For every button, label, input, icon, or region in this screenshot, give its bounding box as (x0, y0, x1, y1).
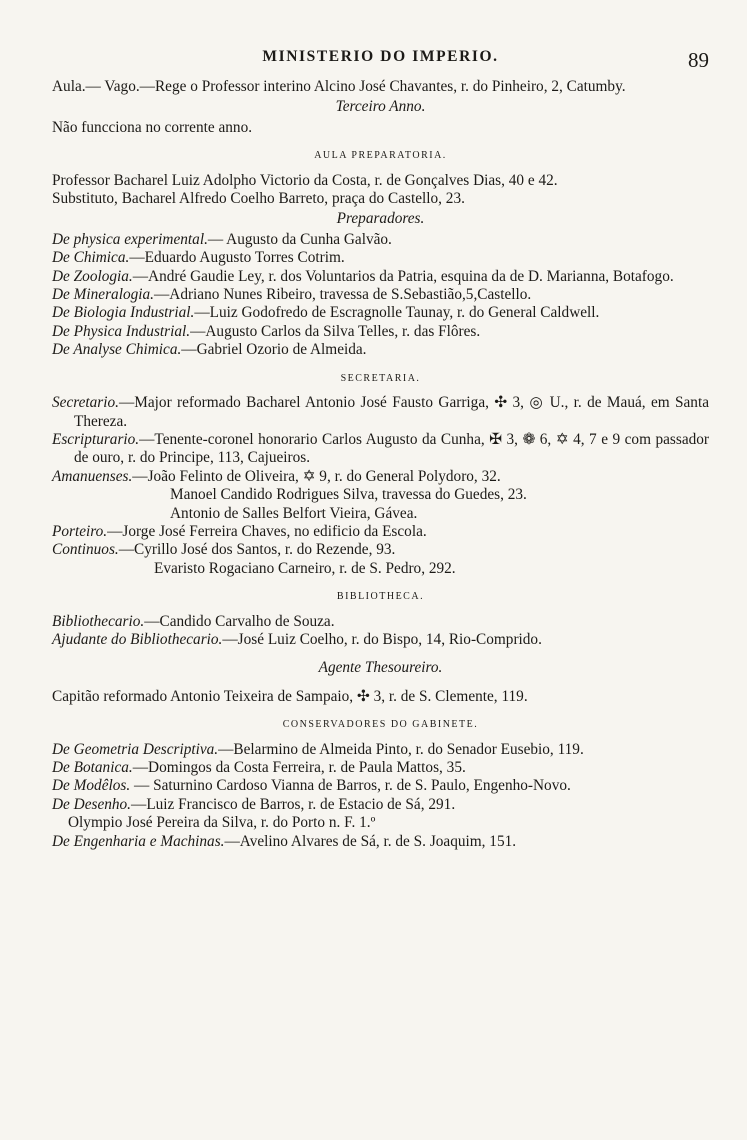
preparador-entry (52, 323, 709, 341)
spacer (52, 649, 709, 657)
conservador-entry (52, 777, 709, 795)
preparador-entry (52, 249, 709, 267)
preparador-role: De Analyse Chimica. (52, 341, 182, 359)
porteiro-name: —Jorge José Ferreira Chaves, no edificio da Escola. (107, 522, 427, 540)
bibliotheca-heading: BIBLIOTHECA. (336, 591, 425, 603)
porteiro-role: Porteiro. (52, 522, 108, 540)
continuo-name: —Cyrillo José dos Santos, r. do Rezende, 93. (118, 541, 396, 559)
preparador-entry (52, 341, 709, 359)
conservador-entry (52, 796, 709, 814)
conservador-name: —Belarmino de Almeida Pinto, r. do Senador Eusebio, 119. (218, 740, 584, 758)
conservador-role: De Botanica. (52, 759, 133, 776)
conservador-role: De Desenho. (52, 795, 132, 813)
preparador-role: De Physica Industrial. (52, 322, 191, 340)
amanuense-name: —João Felinto de Oliveira, ✡ 9, r. do General Polydoro, 32. (132, 467, 501, 485)
continuos-entry (52, 541, 709, 559)
conservadores-heading: CONSERVADORES DO GABINETE. (282, 719, 479, 731)
conservador-entry (52, 741, 709, 759)
porteiro-entry (52, 523, 709, 541)
terceiro-anno-heading: Terceiro Anno. (335, 98, 426, 116)
preparador-role: De Chimica. (52, 249, 130, 267)
preparador-name: — Augusto da Cunha Galvão. (207, 230, 392, 248)
conservador-name: —Avelino Alvares de Sá, r. de S. Joaquim, 151. (224, 832, 517, 850)
professor-entry: Professor Bacharel Luiz Adolpho Victorio da Costa, r. de Gonçalves Dias, 40 e 42. (52, 171, 558, 189)
agente-heading: Agente Thesoureiro. (318, 659, 443, 677)
ajudante-name: —José Luiz Coelho, r. do Bispo, 14, Rio-Comprido. (222, 630, 542, 648)
escripturario-entry (52, 431, 709, 468)
conservador-entry (52, 833, 709, 851)
ajudante-entry (52, 631, 709, 649)
preparador-name: —Luiz Godofredo de Escragnolle Taunay, r. do General Caldwell. (194, 304, 600, 322)
conservador-extra-entry: Olympio José Pereira da Silva, r. do Porto n. F. 1.º (68, 814, 376, 832)
bibliothecario-entry (52, 613, 709, 631)
continuos-role: Continuos. (52, 541, 119, 559)
spacer (52, 680, 709, 688)
escripturario-name: —Tenente-coronel honorario Carlos Augusto da Cunha, ✠ 3, ❁ 6, ✡ 4, 7 e 9 com passador de ouro, r. do Principe, 113, Cajueiros. (74, 430, 709, 467)
preparador-name: —Eduardo Augusto Torres Cotrim. (129, 249, 345, 267)
continuo-entry: Evaristo Rogaciano Carneiro, r. de S. Pedro, 292. (154, 559, 456, 577)
conservador-role: De Modêlos. (52, 777, 131, 795)
preparadores-list (52, 231, 709, 360)
secretario-name: —Major reformado Bacharel Antonio José Fausto Garriga, ✣ 3, ◎ U., r. de Mauá, em Santa Thereza. (74, 394, 709, 430)
conservador-entry (52, 759, 709, 777)
escripturario-role: Escripturario. (52, 430, 140, 448)
preparador-name: —Adriano Nunes Ribeiro, travessa de S.Sebastião,5,Castello. (153, 286, 532, 304)
page-number: 89 (688, 48, 709, 72)
amanuense-entry: Manoel Candido Rodrigues Silva, travessa do Guedes, 23. (170, 486, 527, 504)
conservador-role: De Engenharia e Machinas. (52, 832, 225, 850)
secretario-role: Secretario. (52, 394, 119, 412)
preparador-role: De Biologia Industrial. (52, 304, 195, 322)
agente-entry: Capitão reformado Antonio Teixeira de Sampaio, ✣ 3, r. de S. Clemente, 119. (52, 687, 528, 705)
preparador-role: De physica experimental. (52, 230, 208, 248)
conservador-name: —Domingos da Costa Ferreira, r. de Paula Mattos, 35. (132, 759, 466, 776)
conservador-name: — Saturnino Cardoso Vianna de Barros, r. de S. Paulo, Engenho-Novo. (130, 777, 571, 795)
preparador-role: De Mineralogia. (52, 286, 154, 304)
conservadores-list (52, 741, 709, 851)
preparador-entry (52, 268, 709, 286)
bibliothecario-role: Bibliothecario. (52, 612, 145, 630)
amanuenses-entry (52, 468, 709, 486)
page-header-title: MINISTERIO DO IMPERIO. (262, 48, 499, 65)
preparador-entry (52, 286, 709, 304)
amanuense-entry: Antonio de Salles Belfort Vieira, Gávea. (170, 504, 418, 522)
preparadores-heading: Preparadores. (336, 210, 425, 228)
secretaria-heading: SECRETARIA. (340, 372, 421, 384)
secretario-entry (52, 394, 709, 431)
running-head (52, 42, 709, 78)
conservador-role: De Geometria Descriptiva. (52, 740, 219, 758)
aula-vago-entry: Aula.— Vago.—Rege o Professor interino Alcino José Chavantes, r. do Pinheiro, 2, Catumby. (52, 78, 626, 95)
preparador-role: De Zoologia. (52, 267, 133, 285)
substituto-entry: Substituto, Bacharel Alfredo Coelho Barreto, praça do Castello, 23. (52, 190, 465, 208)
nao-funcciona-entry: Não funcciona no corrente anno. (52, 118, 253, 136)
preparador-entry (52, 231, 709, 249)
preparador-name: —André Gaudie Ley, r. dos Voluntarios da Patria, esquina da de D. Marianna, Botafogo. (132, 267, 674, 285)
preparador-name: —Gabriel Ozorio de Almeida. (181, 341, 367, 359)
aula-preparatoria-heading: AULA PREPARATORIA. (314, 150, 447, 162)
ajudante-role: Ajudante do Bibliothecario. (52, 630, 223, 648)
conservador-name: —Luiz Francisco de Barros, r. de Estacio de Sá, 291. (131, 795, 456, 813)
preparador-entry (52, 304, 709, 322)
bibliothecario-name: —Candido Carvalho de Souza. (144, 612, 335, 630)
amanuenses-role: Amanuenses. (52, 467, 133, 485)
preparador-name: —Augusto Carlos da Silva Telles, r. das Flôres. (190, 322, 481, 340)
